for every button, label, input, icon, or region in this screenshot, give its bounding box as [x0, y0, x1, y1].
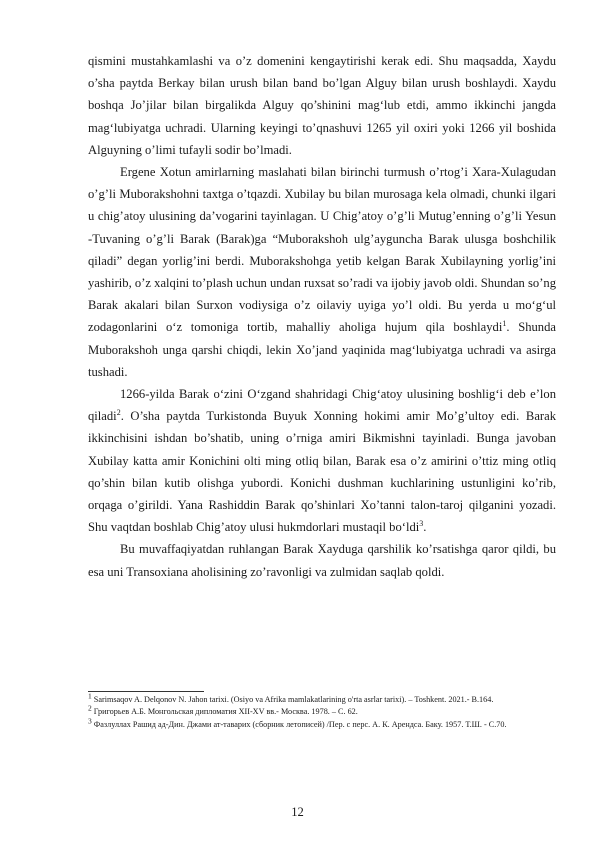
paragraph-3-text: 1266-yilda Barak o‘zini O‘zgand shahridagi Chig‘atoy ulusining boshlig‘i deb e’lon qiladi	[88, 387, 556, 424]
paragraph-4-text: Bu muvaffaqiyatdan ruhlangan Barak Xayduga qarshilik ko’rsatishga qaror qildi, bu esa uni Transoxiana aholisining zo’ravonligi va zulmidan saqlab qoldi.	[88, 542, 556, 579]
paragraph-4	[88, 538, 556, 582]
footnote-text-2: Григорьев А.Б. Монгольская дипломатия XII-XV вв.- Москва. 1978. – С. 62.	[93, 707, 358, 717]
footnote-3	[88, 716, 556, 731]
footnote-1	[88, 691, 556, 706]
paragraph-2-text-after: . Shunda Muborakshoh unga qarshi chiqdi, lekin Xo’jand yaqinida mag‘lubiyatga uchradi va asirga tushadi.	[88, 320, 556, 379]
footnote-divider	[88, 691, 204, 692]
paragraph-3-text-after: . O’sha paytda Turkistonda Buyuk Xonning hokimi amir Mo’g’ultoy edi. Barak ikkinchisini ishdan bo’shatib, uning o’rniga amiri Bikmishni tayinladi. Bunga javoban Xubilay katta amir Konichini olti ming otliq bilan, Barak esa o’z amirini o’ttiz ming otliq qo’shin bilan kutib olishga yubordi. Konichi dushman kuchlarining ustunligini ko’rib, orqaga o’girildi. Yana Rashiddin Barak qo’shinlari Xo’tanni talon-taroj qilganini yozadi. Shu vaqtdan boshlab Chig’atoy ulusi hukmdorlari mustaqil bo‘ldi	[88, 409, 556, 535]
paragraph-2-text: Ergene Xotun amirlarning maslahati bilan birinchi turmush o’rtog’i Xara-Xulagudan o’g’li Muborakshohni taxtga o’tqazdi. Xubilay bu bilan murosaga kela olmadi, chunki ilgari u chig’atoy ulusining da’vogarini tayinlagan. U Chig’atoy o’g’li Mutug’enning o’g’li Yesun -Tuvaning o’g’li Barak (Barak)ga “Muborakshoh ulg’ayguncha Barak ulusga boshchilik qiladi” degan yorlig’ini berdi. Muborakshohga yetib kelgan Barak Xubilayning yorlig’ini yashirib, o’z xalqini to’plash uchun undan ruxsat so’radi va ijobiy javob oldi. Shundan so’ng Barak akalari bilan Surxon vodiysiga o’z oilaviy uyiga yo’l oldi. Bu yerda u mo‘g‘ul zodagonlarini o‘z tomoniga tortib, mahalliy aholiga hujum qila boshlaydi	[88, 165, 556, 335]
footnote-mark-3: 3	[88, 716, 92, 726]
body-text	[88, 50, 556, 583]
paragraph-1	[88, 50, 556, 161]
paragraph-3	[88, 383, 556, 538]
footnotes	[88, 691, 556, 731]
footnote-ref-1[interactable]: 1	[502, 319, 507, 329]
footnote-text-1: Sarimsaqov A. Delqonov N. Jahon tarixi. (Osiyo va Afrika mamlakatlarining o'rta asrlar tarixi). – Toshkent. 2021.- B.164.	[93, 695, 494, 704]
footnote-ref-3[interactable]: 3	[419, 519, 424, 529]
paragraph-2	[88, 161, 556, 383]
footnote-ref-2[interactable]: 2	[116, 408, 121, 418]
paragraph-1-text: qismini mustahkamlashi va o’z domenini kengaytirishi kerak edi. Shu maqsadda, Xaydu o’sha paytda Berkay bilan urush bilan band bo’lgan Alguy bilan urush boshlaydi. Xaydu boshqa Jo’jilar bilan birgalikda Alguy qo’shinini mag‘lub etdi, ammo ikkinchi jangda mag‘lubiyatga uchradi. Ularning keyingi to’qnashuvi 1265 yil oxiri yoki 1266 yil boshida Alguyning o’limi tufayli sodir bo’lmadi.	[88, 54, 556, 157]
footnote-text-3: Фазлуллах Рашид ад-Дин. Джами ат-таварих (сборник летописей) /Пер. с перс. А. К. Арендса. Баку. 1957. Т.Ш. - С.70.	[93, 719, 507, 729]
footnote-mark-1: 1	[88, 691, 92, 701]
page-number: 12	[291, 805, 304, 819]
footnote-mark-2: 2	[88, 703, 92, 713]
paragraph-3-text-end: .	[423, 520, 427, 535]
footnote-2	[88, 703, 556, 718]
